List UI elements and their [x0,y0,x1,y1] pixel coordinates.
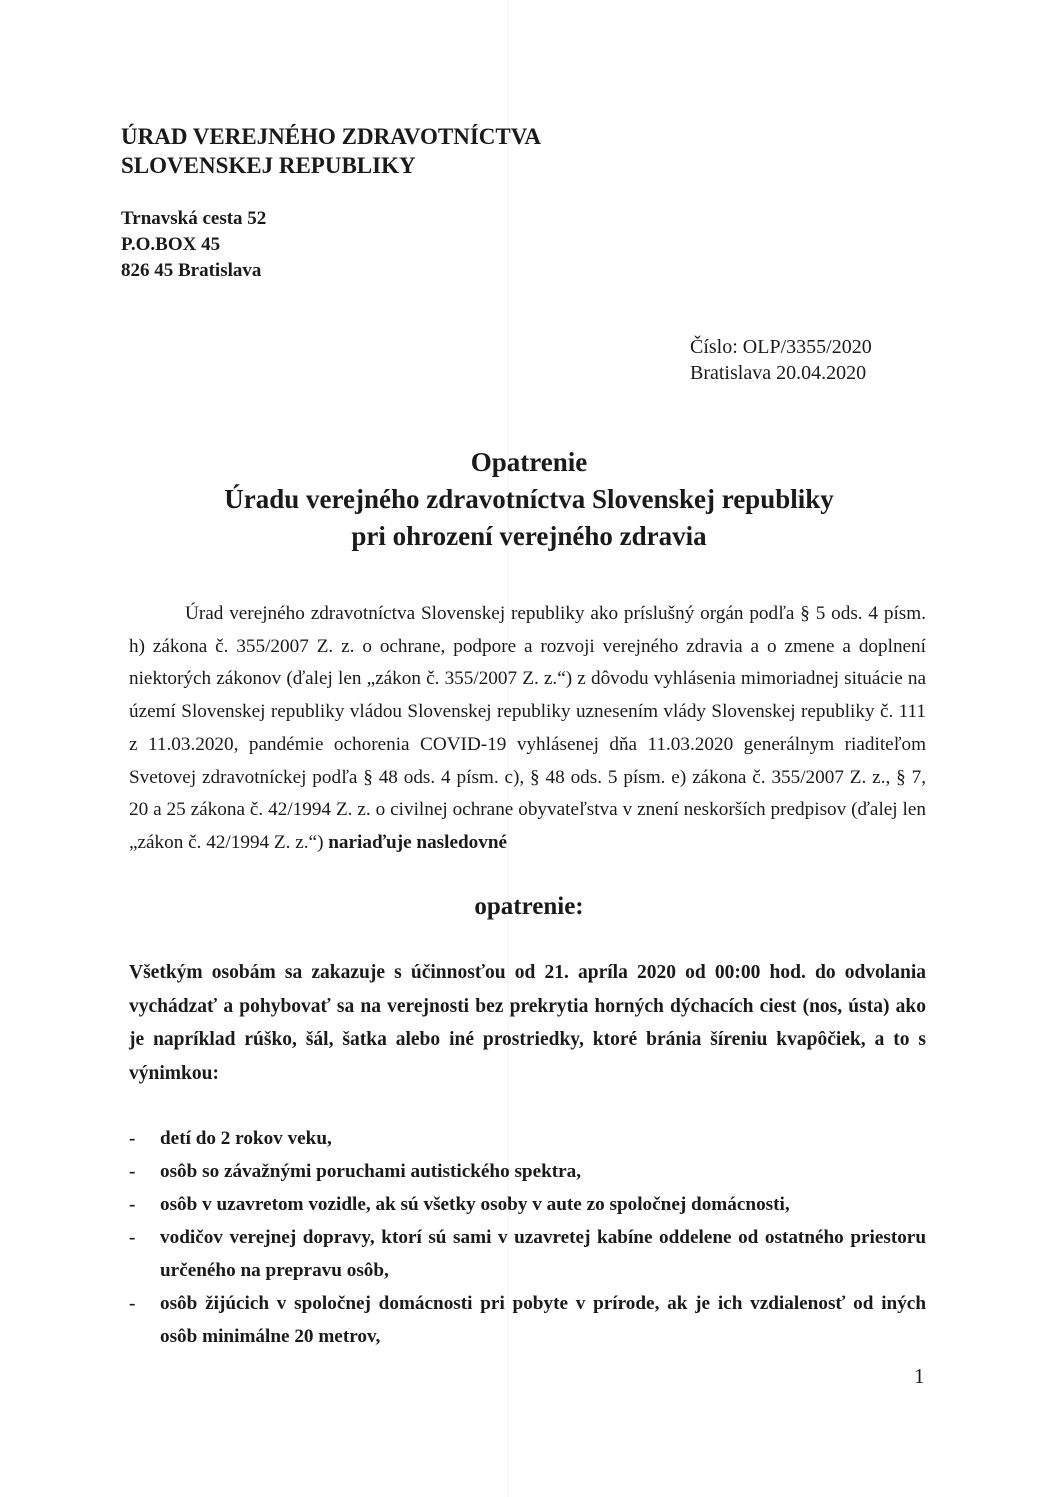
list-item [129,1122,926,1155]
main-provision: Všetkým osobám sa zakazuje s účinnosťou od 21. apríla 2020 od 00:00 hod. do odvolania vychádzať a pohybovať sa na verejnosti bez prekrytia horných dýchacích ciest (nos, ústa) ako je napríklad rúško, šál, šatka alebo iné prostriedky, ktoré bránia šíreniu kvapôčiek, a to s výnimkou: [129,962,926,1084]
reference-number: Číslo: OLP/3355/2020 [690,336,872,358]
reference-block [690,334,872,386]
address-street: Trnavská cesta 52 [121,208,267,229]
address-pobox: P.O.BOX 45 [121,234,221,255]
document-title [100,444,958,555]
address-city: 826 45 Bratislava [121,260,262,281]
list-marker: - [129,1128,136,1149]
reference-place-date: Bratislava 20.04.2020 [690,362,867,384]
list-marker: - [129,1194,136,1215]
list-marker: - [129,1161,136,1182]
intro-bold-tail: nariaďuje nasledovné [328,831,508,853]
section-subtitle: opatrenie: [474,893,584,920]
list-item [129,1221,926,1287]
list-item-text: vodičov verejnej dopravy, ktorí sú sami v uzavretej kabíne oddelene od ostatného priestoru určeného na prepravu osôb, [160,1227,926,1281]
issuer-address [121,206,266,284]
intro-text: Úrad verejného zdravotníctva Slovenskej republiky ako príslušný orgán podľa § 5 ods. 4 písm. h) zákona č. 355/2007 Z. z. o ochrane, podpore a rozvoji verejného zdravia a o zmene a doplnení niektorých zákonov (ďalej len „zákon č. 355/2007 Z. z.“) z dôvodu vyhlásenia mimoriadnej situácie na území Slovenskej republiky vládou Slovenskej republiky uznesením vlády Slovenskej republiky č. 111 z 11.03.2020, pandémie ochorenia COVID-19 vyhlásenej dňa 11.03.2020 generálnym riaditeľom Svetovej zdravotníckej podľa § 48 ods. 4 písm. c), § 48 ods. 5 písm. e) zákona č. 355/2007 Z. z., § 7, 20 a 25 zákona č. 42/1994 Z. z. o civilnej ochrane obyvateľstva v znení neskorších predpisov (ďalej len „zákon č. 42/1994 Z. z.“) [129,603,926,853]
exceptions-list [129,1122,926,1353]
list-marker: - [129,1227,136,1248]
list-item [129,1188,926,1221]
list-item [129,1287,926,1353]
page-number: 1 [914,1364,925,1388]
list-item-text: osôb v uzavretom vozidle, ak sú všetky osoby v aute zo spoločnej domácnosti, [160,1194,790,1215]
list-item-text: osôb žijúcich v spoločnej domácnosti pri pobyte v prírode, ak je ich vzdialenosť od iných osôb minimálne 20 metrov, [160,1293,926,1347]
issuer-name [121,122,541,180]
list-item-text: detí do 2 rokov veku, [160,1128,332,1149]
list-item-text: osôb so závažnými poruchami autistického spektra, [160,1161,582,1182]
list-item [129,1155,926,1188]
title-line3: pri ohrození verejného zdravia [351,521,707,551]
issuer-name-line2: SLOVENSKEJ REPUBLIKY [121,153,416,178]
intro-paragraph [129,598,926,860]
intro-text-wrap [129,598,926,860]
list-marker: - [129,1293,136,1314]
title-line2: Úradu verejného zdravotníctva Slovenskej republiky [224,484,834,514]
issuer-name-line1: ÚRAD VEREJNÉHO ZDRAVOTNÍCTVA [121,124,542,149]
title-line1: Opatrenie [470,447,588,477]
